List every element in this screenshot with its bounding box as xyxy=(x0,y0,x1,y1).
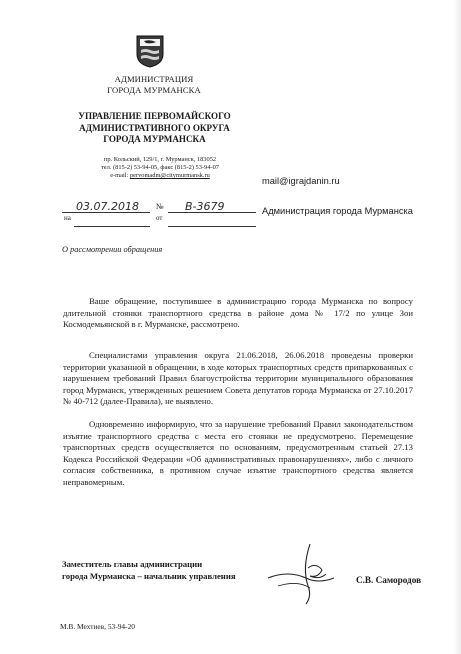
body-paragraph-1: Ваше обращение, поступившее в администрацию города Мурманска по вопросу длительной стоянки транспортного средства в районе дома № 17/2 по улице Зои Космодемьянской в г. Мурманске, рассмотрено. xyxy=(63,296,413,330)
na-label: на xyxy=(64,214,71,222)
executor-info: М.В. Мехтиев, 53-94-20 xyxy=(60,622,135,631)
handwritten-signature xyxy=(248,538,348,608)
org-line-1: АДМИНИСТРАЦИЯ xyxy=(114,74,194,84)
number-sign: № xyxy=(156,202,164,211)
dept-line-1: УПРАВЛЕНИЕ ПЕРВОМАЙСКОГО xyxy=(78,111,231,121)
na-underline xyxy=(74,226,150,227)
address-line-2: тел. (815-2) 53-94-05, факс (815-2) 53-94-07 xyxy=(101,164,219,172)
letterhead-email-link[interactable]: pervomadm@citymurmansk.ru xyxy=(129,172,210,180)
address-email-line xyxy=(70,172,250,180)
signer-title-line-2: города Мурманска – начальник управления xyxy=(62,571,236,582)
letter-subject: О рассмотрении обращения xyxy=(62,245,163,254)
handwritten-number: В-3679 xyxy=(185,200,225,213)
dept-line-2: АДМИНИСТРАТИВНОГО ОКРУГА xyxy=(79,122,230,133)
signer-name: С.В. Самородов xyxy=(356,575,422,585)
letterhead-address xyxy=(70,156,250,181)
handwritten-date: 03.07.2018 xyxy=(76,200,139,213)
body-paragraph-3: Одновременно информирую, что за нарушение требований Правил законодательством изъятие транспортного средства с места его стоянки не предусмотрено. Перемещение транспортных средств осуществляется по основаниям, предусмотренным статьей 27.13 Кодекса Российской Федерации «Об административных правонарушениях», либо с личного согласия собственника, в противном случае изъятие транспортного средства является неправомерным. xyxy=(63,419,413,487)
scan-edge xyxy=(453,0,461,654)
dept-line-3: ГОРОДА МУРМАНСКА xyxy=(103,134,206,145)
recipient-organization: Администрация города Мурманска xyxy=(262,206,413,216)
org-line-2: ГОРОДА МУРМАНСКА xyxy=(107,85,201,95)
coat-of-arms-icon xyxy=(135,34,165,68)
ot-underline xyxy=(168,226,256,227)
body-paragraph-2: Специалистами управления округа 21.06.2018, 26.06.2018 проведены проверки территории указанной в обращении, в ходе которых транспортных средств припаркованных с нарушением требований Правил благоустройства территории муниципального образования город Мурманск, утвержденных решением Совета депутатов города Мурманска от 27.10.2017 № 40-712 (далее-Правила), не выявлено. xyxy=(63,350,413,407)
email-prefix: e-mail: xyxy=(110,172,129,180)
org-name xyxy=(95,74,213,96)
department-name xyxy=(52,111,257,146)
recipient-email: mail@igrajdanin.ru xyxy=(262,176,340,186)
address-line-1: пр. Кольский, 129/1, г. Мурманск, 183052 xyxy=(103,156,217,163)
ot-label: от xyxy=(156,214,163,222)
signer-title-line-1: Заместитель главы администрации xyxy=(62,559,203,569)
